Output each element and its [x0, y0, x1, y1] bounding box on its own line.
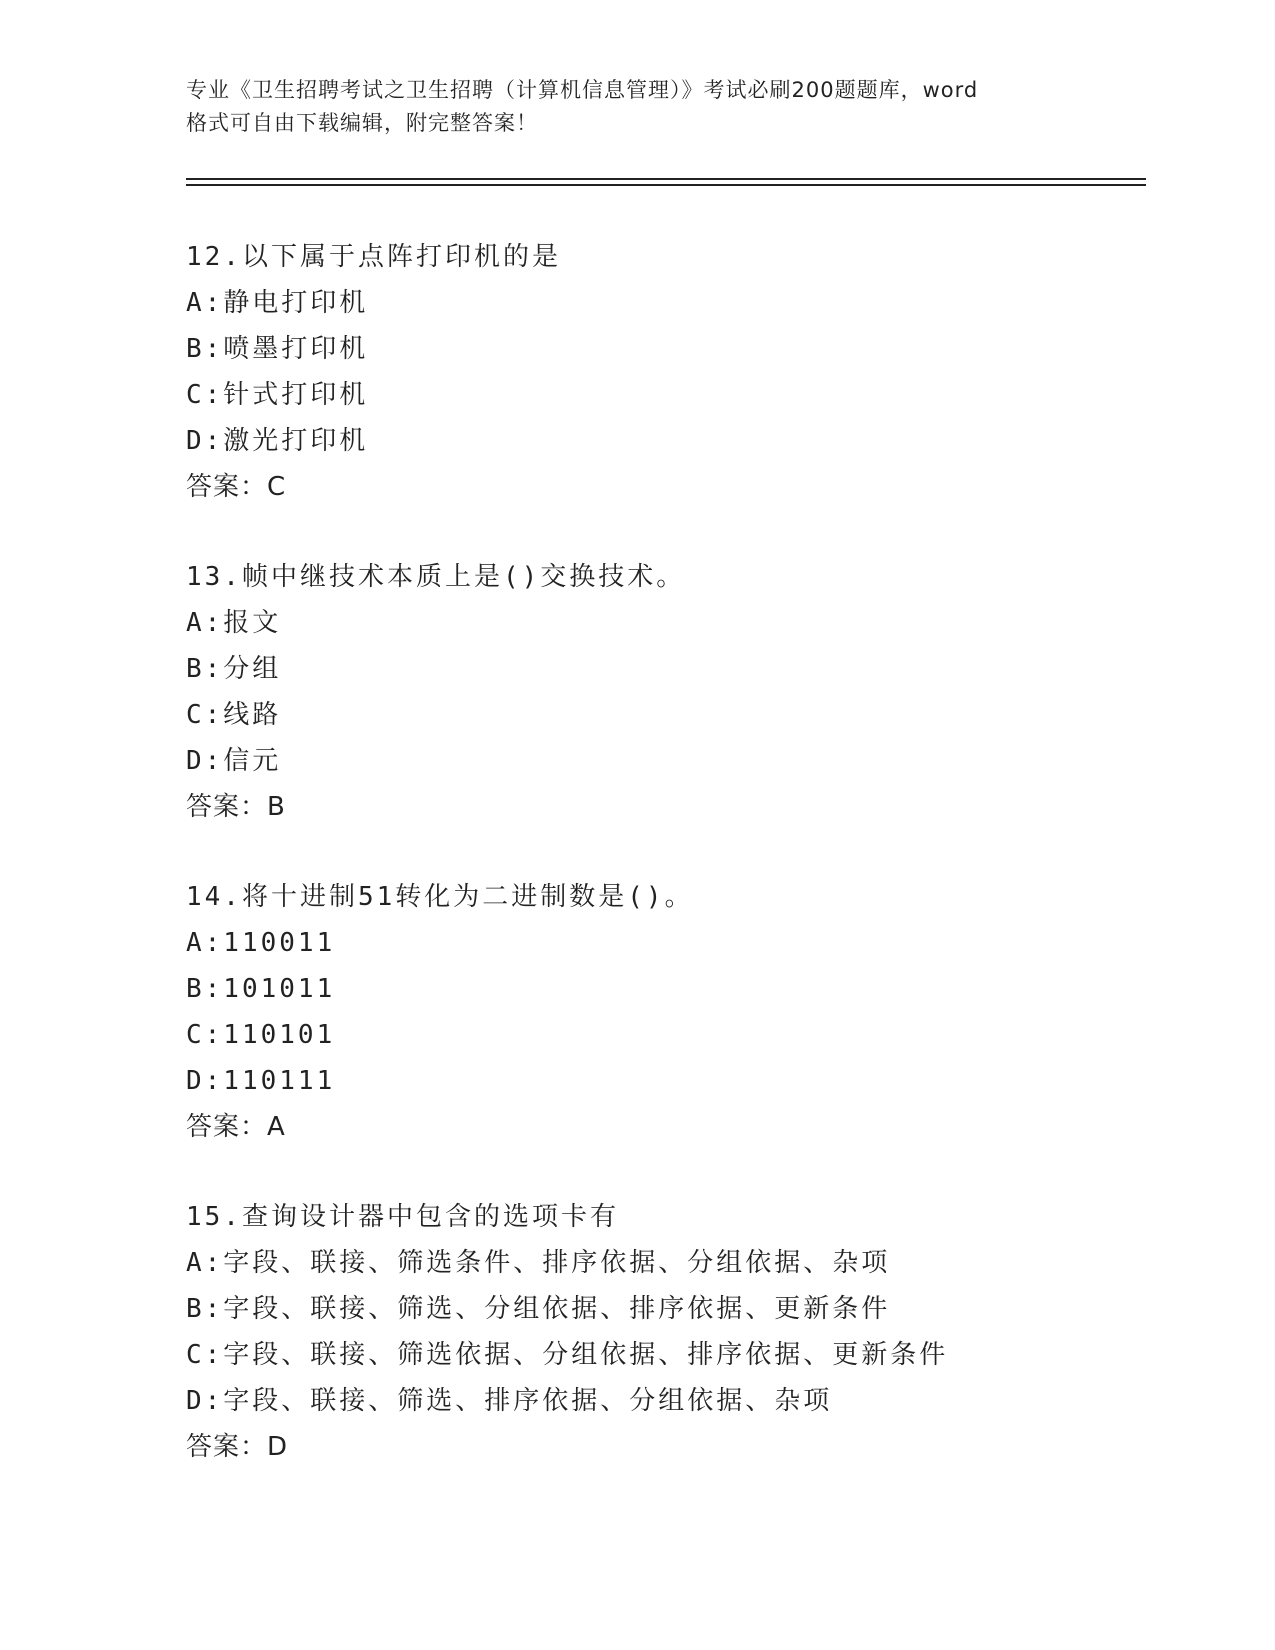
option-a: A:110011	[186, 928, 336, 958]
question-stem: 14.将十进制51转化为二进制数是()。	[186, 882, 694, 912]
answer: 答案：A	[186, 1112, 286, 1142]
option-a: A:字段、联接、筛选条件、排序依据、分组依据、杂项	[186, 1248, 891, 1278]
option-d: D:信元	[186, 746, 282, 776]
option-c: C:线路	[186, 700, 282, 730]
option-d: D:字段、联接、筛选、排序依据、分组依据、杂项	[186, 1386, 833, 1416]
option-a: A:报文	[186, 608, 282, 638]
header-line-2: 格式可自由下载编辑，附完整答案！	[186, 111, 538, 135]
document-header	[186, 74, 1086, 140]
option-a: A:静电打印机	[186, 288, 369, 318]
header-line-1: 专业《卫生招聘考试之卫生招聘（计算机信息管理）》考试必刷200题题库，word	[186, 78, 979, 102]
question-stem: 12.以下属于点阵打印机的是	[186, 242, 561, 272]
question-12	[186, 234, 1186, 510]
option-b: B:喷墨打印机	[186, 334, 369, 364]
header-divider-top	[186, 178, 1146, 180]
question-stem: 15.查询设计器中包含的选项卡有	[186, 1202, 619, 1232]
answer: 答案：C	[186, 472, 287, 502]
header-divider-bottom	[186, 184, 1146, 186]
option-d: D:激光打印机	[186, 426, 369, 456]
option-c: C:字段、联接、筛选依据、分组依据、排序依据、更新条件	[186, 1340, 949, 1370]
question-14	[186, 874, 1186, 1150]
question-stem: 13.帧中继技术本质上是()交换技术。	[186, 562, 686, 592]
question-15	[186, 1194, 1186, 1470]
option-c: C:110101	[186, 1020, 336, 1050]
answer: 答案：D	[186, 1432, 289, 1462]
option-d: D:110111	[186, 1066, 336, 1096]
answer: 答案：B	[186, 792, 286, 822]
option-c: C:针式打印机	[186, 380, 369, 410]
option-b: B:字段、联接、筛选、分组依据、排序依据、更新条件	[186, 1294, 891, 1324]
question-13	[186, 554, 1186, 830]
option-b: B:101011	[186, 974, 336, 1004]
option-b: B:分组	[186, 654, 282, 684]
